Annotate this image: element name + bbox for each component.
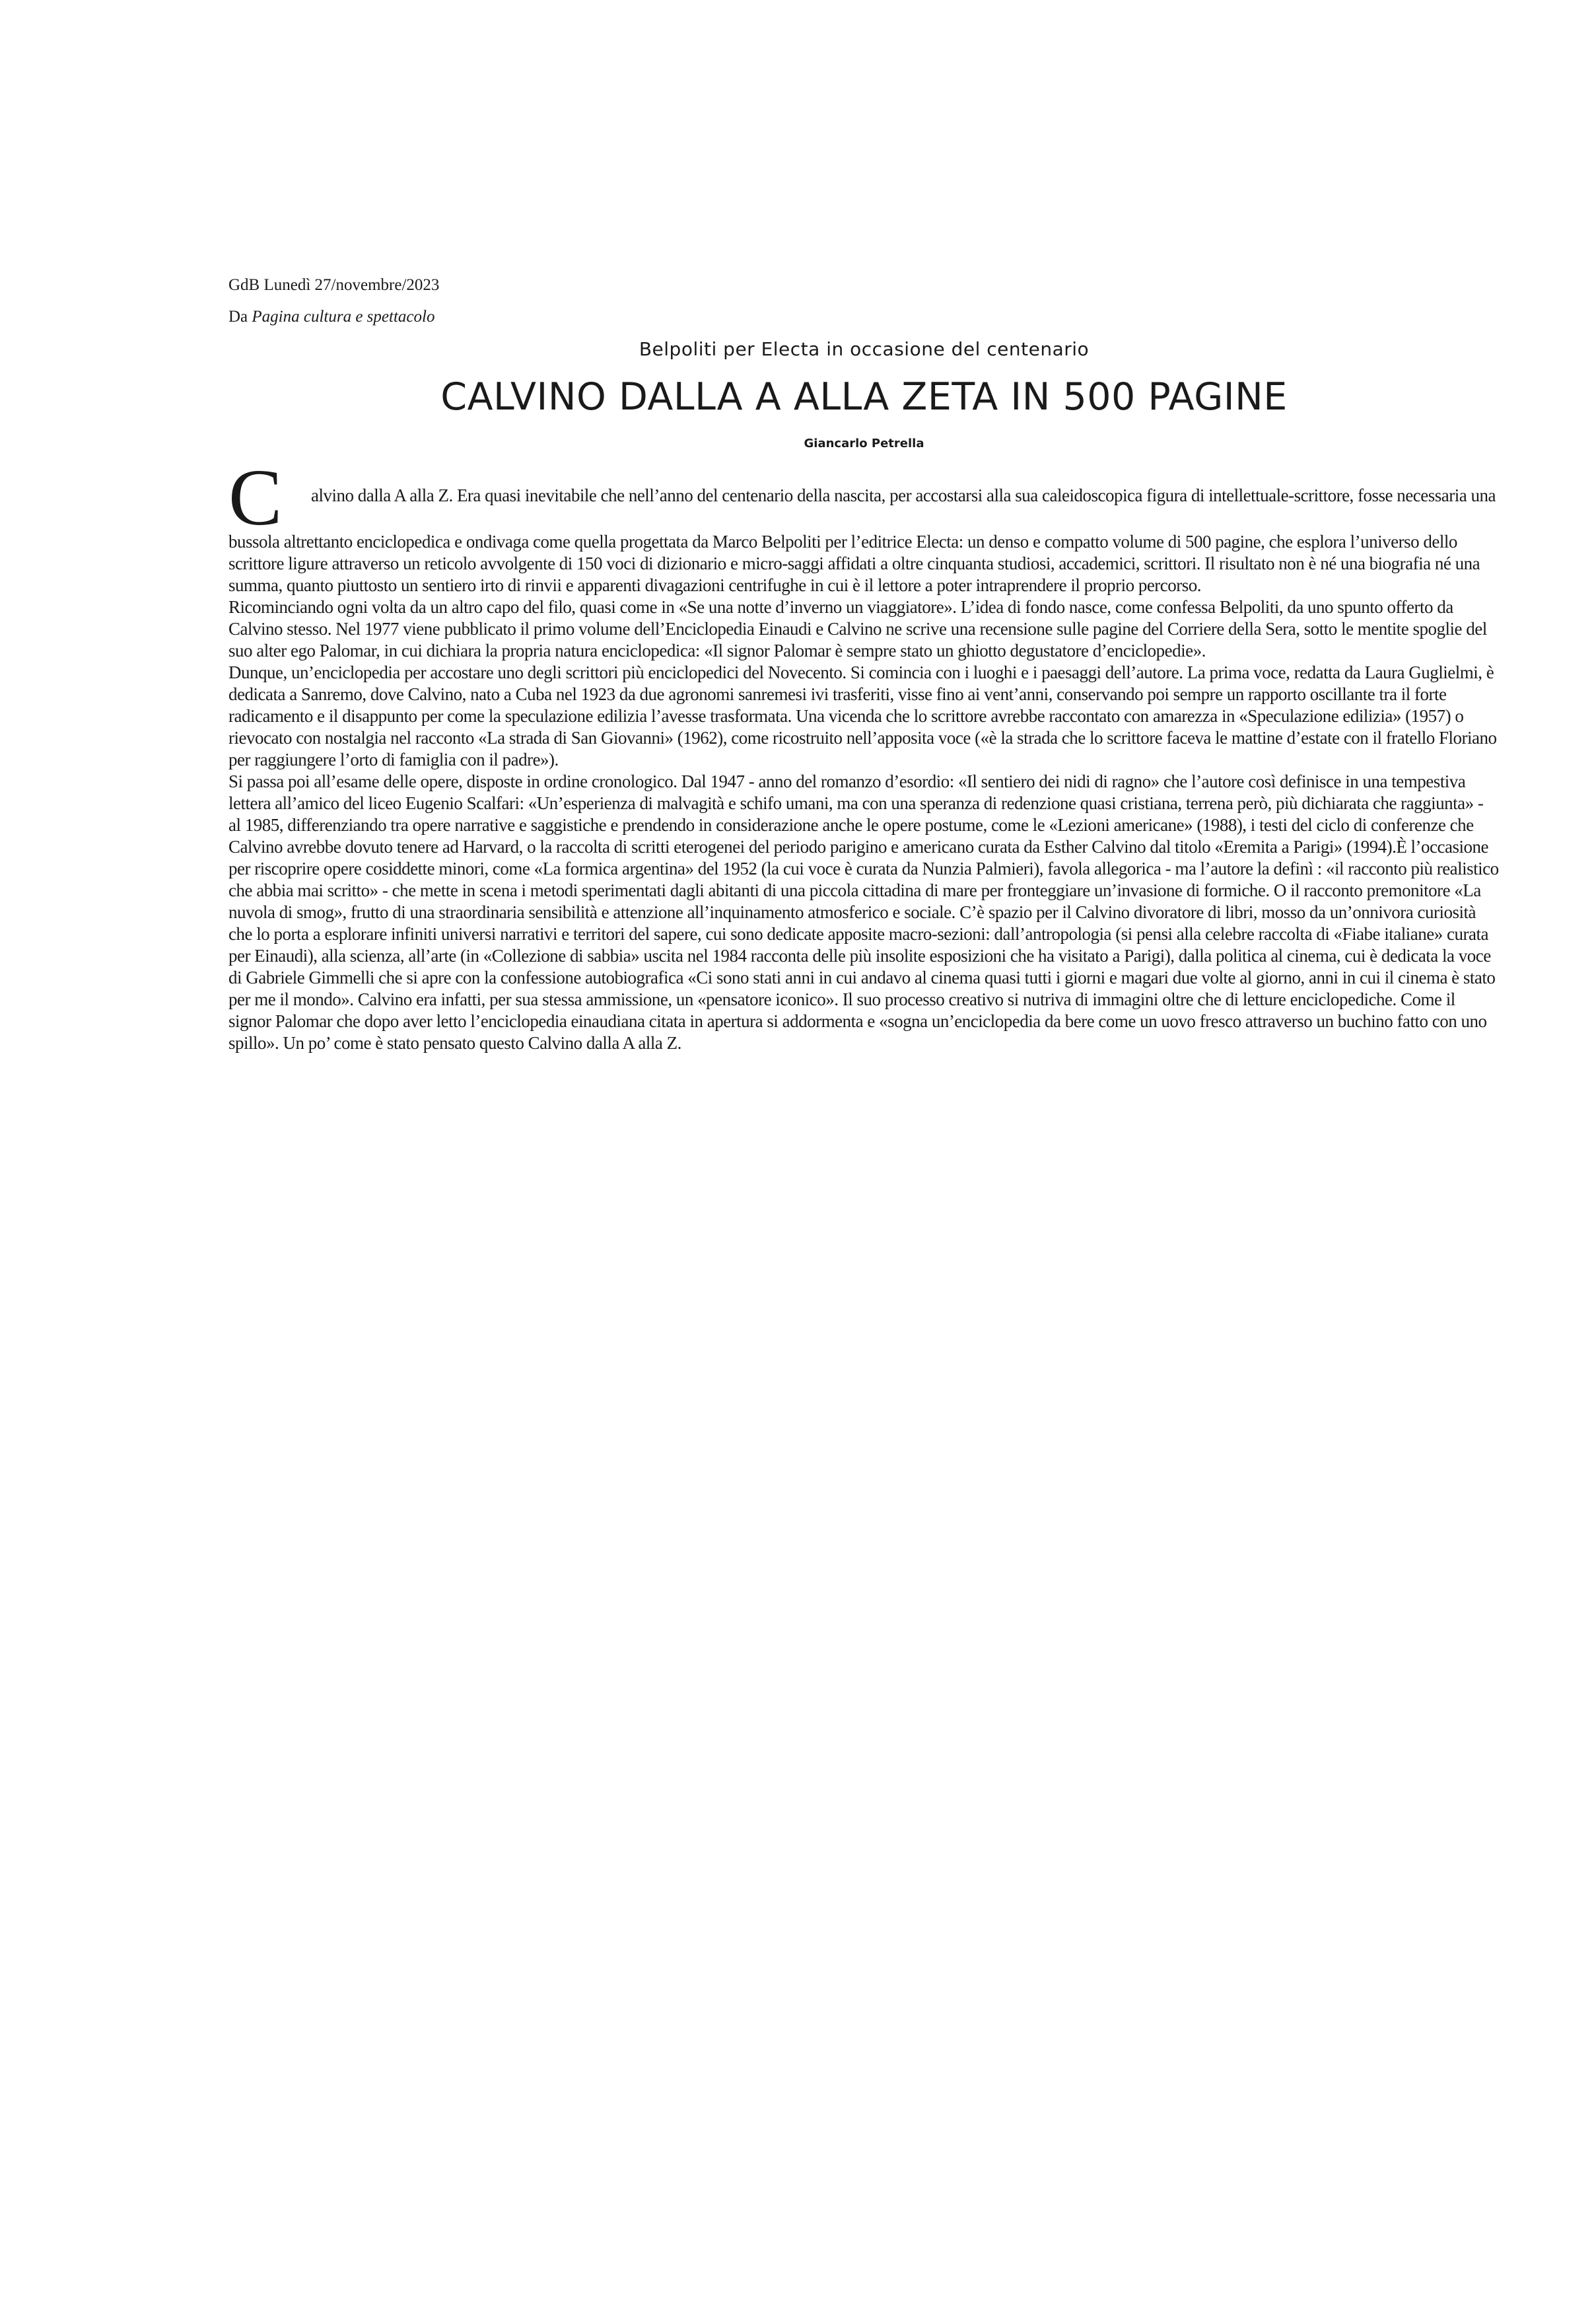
source-date-line: GdB Lunedì 27/novembre/2023 <box>228 276 440 294</box>
article-paragraph: Ricominciando ogni volta da un altro capo del filo, quasi come in «Se una notte d’inverno un viaggiatore». L’idea di fondo nasce, come confessa Belpoliti, da uno spunto offerto da Calvino stesso. Nel 1977 viene pubblicato il primo volume dell’Enciclopedia Einaudi e Calvino ne scrive una recensione sulle pagine del Corriere della Sera, sotto le mentite spoglie del suo alter ego Palomar, in cui dichiara la propria natura enciclopedica: «Il signor Palomar è sempre stato un ghiotto degustatore d’enciclopedie». <box>228 597 1487 661</box>
article-paragraph: bussola altrettanto enciclopedica e ondivaga come quella progettata da Marco Belpoliti per l’editrice Electa: un denso e compatto volume di 500 pagine, che esplora l’universo dello scrittore ligure attraverso un reticolo avvolgente di 150 voci di dizionario e micro-saggi affidati a oltre cinquanta studiosi, accademici, scrittori. Il risultato non è né una biografia né una summa, quanto piuttosto un sentiero irto di rinvii e apparenti divagazioni centrifughe in cui è il lettore a poter intraprendere il proprio percorso. <box>228 532 1480 595</box>
source-section-name: Pagina cultura e spettacolo <box>252 308 435 326</box>
lead-paragraph <box>228 453 1500 542</box>
article-paragraph: Dunque, un’enciclopedia per accostare uno degli scrittori più enciclopedici del Novecento. Si comincia con i luoghi e i paesaggi dell’autore. La prima voce, redatta da Laura Guglielmi, è dedicata a Sanremo, dove Calvino, nato a Cuba nel 1923 da due agronomi sanremesi ivi trasferiti, visse fino ai vent’anni, conservando poi sempre un rapporto oscillante tra il forte radicamento e il disappunto per come la speculazione edilizia l’avesse trasformata. Una vicenda che lo scrittore avrebbe raccontato con amarezza in «Speculazione edilizia» (1957) o rievocato con nostalgia nel racconto «La strada di San Giovanni» (1962), come ricostruito nell’apposita voce («è la strada che lo scrittore faceva le mattine d’estate con il fratello Floriano per raggiungere l’orto di famiglia con il padre»). <box>228 662 1497 769</box>
source-section-prefix: Da <box>228 308 252 326</box>
drop-cap: C <box>228 453 282 542</box>
lead-text: alvino dalla A alla Z. Era quasi inevitabile che nell’anno del centenario della nascita, per accostarsi alla sua caleidoscopica figura di intellettuale-scrittore, fosse necessaria una <box>311 485 1496 505</box>
article-byline: Giancarlo Petrella <box>804 437 924 450</box>
article-paragraph: Si passa poi all’esame delle opere, disposte in ordine cronologico. Dal 1947 - anno del romanzo d’esordio: «Il sentiero dei nidi di ragno» che l’autore così definisce in una tempestiva lettera all’amico del liceo Eugenio Scalfari: «Un’esperienza di malvagità e schifo umani, ma con una speranza di redenzione quasi cristiana, terrena però, più dichiarata che raggiunta» - al 1985, differenziando tra opere narrative e saggistiche e prendendo in considerazione anche le opere postume, come le «Lezioni americane» (1988), i testi del ciclo di conferenze che Calvino avrebbe dovuto tenere ad Harvard, o la raccolta di scritti eterogenei del periodo parigino e americano curata da Esther Calvino dal titolo «Eremita a Parigi» (1994).È l’occasione per riscoprire opere cosiddette minori, come «La formica argentina» del 1952 (la cui voce è curata da Nunzia Palmieri), favola allegorica - ma l’autore la definì : «il racconto più realistico che abbia mai scritto» - che mette in scena i metodi sperimentati dagli abitanti di una piccola cittadina di mare per fronteggiare un’invasione di formiche. O il racconto premonitore «La nuvola di smog», frutto di una straordinaria sensibilità e attenzione all’inquinamento atmosferico e sociale. C’è spazio per il Calvino divoratore di libri, mosso da un’onnivora curiosità che lo porta a esplorare infiniti universi narrativi e territori del sapere, cui sono dedicate apposite macro-sezioni: dall’antropologia (si pensi alla celebre raccolta di «Fiabe italiane» curata per Einaudi), alla scienza, all’arte (in «Collezione di sabbia» uscita nel 1984 racconta delle più insolite esposizioni che ha visitato a Parigi), dalla politica al cinema, cui è dedicata la voce di Gabriele Gimmelli che si apre con la confessione autobiografica «Ci sono stati anni in cui andavo al cinema quasi tutti i giorni e magari due volte al giorno, anni in cui il cinema è stato per me il mondo». Calvino era infatti, per sua stessa ammissione, un «pensatore iconico». Il suo processo creativo si nutriva di immagini oltre che di letture enciclopediche. Come il signor Palomar che dopo aver letto l’enciclopedia einaudiana citata in apertura si addormenta e «sogna un’enciclopedia da bere come un uovo fresco attraverso un buchino fatto con uno spillo». Un po’ come è stato pensato questo Calvino dalla A alla Z. <box>228 771 1499 1053</box>
article-headline: CALVINO DALLA A ALLA ZETA IN 500 PAGINE <box>440 375 1288 419</box>
article-kicker: Belpoliti per Electa in occasione del centenario <box>639 338 1090 360</box>
article-body <box>228 453 1500 1054</box>
source-section-line <box>228 301 1500 333</box>
newspaper-clipping <box>228 269 1500 1053</box>
